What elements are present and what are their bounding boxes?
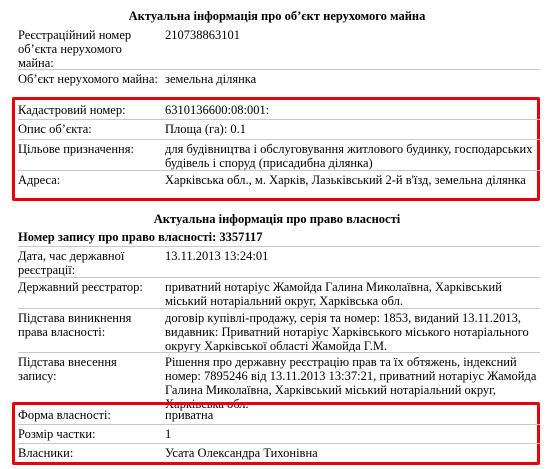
ownership-section-title: Актуальна інформація про право власності xyxy=(153,212,401,226)
row-value-owners: Усата Олександра Тихонівна xyxy=(165,446,318,460)
row-label-registration-date: Дата, час державної реєстрації: xyxy=(18,249,125,277)
row-label-entry-basis: Підстава внесення запису: xyxy=(18,355,117,383)
row-label-cadastral-number: Кадастровий номер: xyxy=(18,103,126,117)
row-value-object-type: земельна ділянка xyxy=(165,72,257,86)
divider xyxy=(18,443,540,444)
divider xyxy=(18,424,540,425)
row-label-ownership-basis: Підстава виникнення права власності: xyxy=(18,311,132,339)
row-label-object-type: Об’єкт нерухомого майна: xyxy=(18,72,158,86)
row-value-state-registrar: приватний нотаріус Жамойда Галина Миколаївна, Харківський міський нотаріальний округ, Харківська обл. xyxy=(165,280,502,308)
row-value-intended-purpose: для будівництва і обслуговування житлового будинку, господарських будівель і споруд (присадибна ділянка) xyxy=(165,142,533,170)
row-label-state-registrar: Державний реєстратор: xyxy=(18,280,143,294)
row-label-registration-number: Реєстраційний номер об’єкта нерухомого майна: xyxy=(18,28,132,70)
row-label-ownership-form: Форма власності: xyxy=(18,408,111,422)
divider xyxy=(18,69,540,70)
divider xyxy=(18,246,540,247)
row-value-entry-basis: Рішення про державну реєстрацію прав та їх обтяжень, індексний номер: 7895246 від 13.11.2013 13:37:21, приватний нотаріус Жамойда Галина Миколаївна, Харківський міський нотаріальний округ, Харківська обл. xyxy=(165,355,537,411)
row-value-share-size: 1 xyxy=(165,427,172,441)
row-value-object-description: Площа (га): 0.1 xyxy=(165,122,247,136)
object-section-title: Актуальна інформація про об’єкт нерухомого майна xyxy=(128,9,426,23)
divider xyxy=(18,170,540,171)
divider xyxy=(18,308,540,309)
row-value-cadastral-number: 6310136600:08:001: xyxy=(165,103,270,117)
row-label-address: Адреса: xyxy=(18,173,61,187)
row-label-share-size: Розмір частки: xyxy=(18,427,96,441)
row-value-registration-date: 13.11.2013 13:24:01 xyxy=(165,249,269,263)
divider xyxy=(18,139,540,140)
row-value-ownership-basis: договір купівлі-продажу, серія та номер: 1853, виданий 13.11.2013, видавник: Приватний нотаріус Харківського міського нотаріального округу Харківської області Жамойда Г.М. xyxy=(165,311,529,353)
row-value-address: Харківська обл., м. Харків, Лазьківський 2-й в'їзд, земельна ділянка xyxy=(165,173,526,187)
row-label-owners: Власники: xyxy=(18,446,74,460)
divider xyxy=(18,277,540,278)
row-value-ownership-form: приватна xyxy=(165,408,214,422)
row-value-registration-number: 210738863101 xyxy=(165,28,240,42)
row-label-intended-purpose: Цільове призначення: xyxy=(18,142,134,156)
divider xyxy=(18,352,540,353)
row-label-object-description: Опис об’єкта: xyxy=(18,122,92,136)
divider xyxy=(18,119,540,120)
record-number-heading: Номер запису про право власності: 3357117 xyxy=(18,230,263,244)
